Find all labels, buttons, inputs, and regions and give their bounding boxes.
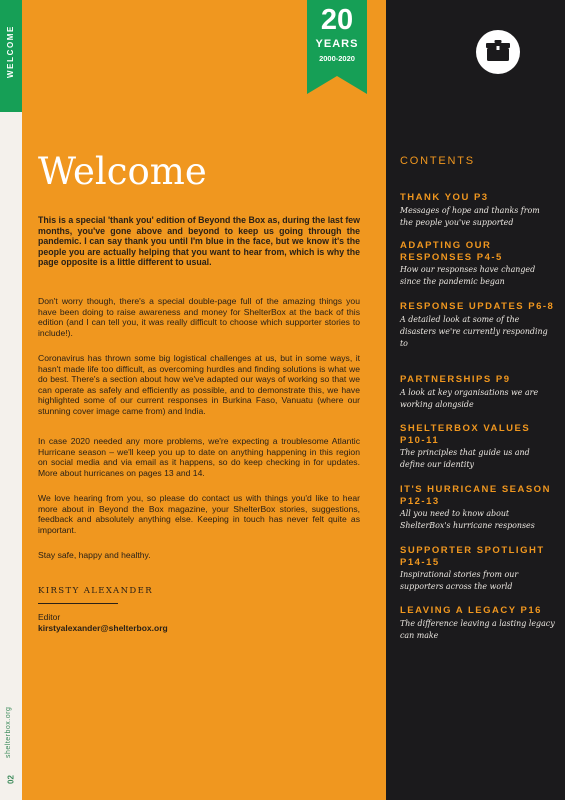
- anniversary-badge: [307, 0, 367, 94]
- contents-item-desc: Messages of hope and thanks from the people you've supported: [400, 205, 540, 227]
- body-paragraph: Don't worry though, there's a special double-page full of the amazing things you have been doing to raise awareness and money for ShelterBox at the back of this edition (and I can tell you, it was really difficult to choose which supporter stories to include!).: [38, 296, 360, 338]
- contents-item[interactable]: [400, 301, 555, 350]
- contents-item-title: SUPPORTER SPOTLIGHT P14-15: [400, 545, 545, 568]
- side-strip: [0, 0, 22, 800]
- signature-name: KIRSTY ALEXANDER: [38, 586, 154, 596]
- email-link[interactable]: kirstyalexander@shelterbox.org: [38, 623, 168, 633]
- contents-item-title: LEAVING A LEGACY P16: [400, 605, 542, 616]
- contents-item[interactable]: [400, 605, 555, 642]
- contents-item-desc: All you need to know about ShelterBox's hurricane responses: [400, 509, 535, 530]
- contents-item-desc: The principles that guide us and define our identity: [400, 448, 530, 469]
- body-paragraph: Stay safe, happy and healthy.: [38, 550, 151, 560]
- contents-item-desc: The difference leaving a lasting legacy can make: [400, 618, 555, 640]
- body-paragraph: In case 2020 needed any more problems, we're expecting a troublesome Atlantic Hurricane season – we'll keep you up to date on anything happening in this region on social media and via email as it happens, so do keep checking in for updates. More about hurricanes on pages 13 and 14.: [38, 436, 360, 478]
- contents-heading: CONTENTS: [400, 155, 475, 167]
- page-number: 02: [6, 775, 16, 784]
- contents-item-title: RESPONSE UPDATES P6-8: [400, 301, 555, 312]
- contents-item[interactable]: [400, 374, 555, 411]
- contents-item[interactable]: [400, 484, 555, 532]
- contents-item-title: THANK YOU P3: [400, 192, 489, 203]
- site-url: shelterbox.org: [5, 706, 12, 758]
- contents-item-desc: Inspirational stories from our supporters across the world: [400, 570, 519, 591]
- contents-item[interactable]: [400, 240, 555, 288]
- contents-item[interactable]: [400, 545, 555, 593]
- contents-item[interactable]: [400, 192, 555, 229]
- contents-item-desc: How our responses have changed since the pandemic began: [400, 265, 536, 286]
- badge-dates: 2000-2020: [319, 54, 355, 63]
- badge-years: YEARS: [315, 38, 359, 50]
- contents-item-title: PARTNERSHIPS P9: [400, 374, 511, 385]
- contents-item-title: ADAPTING OUR RESPONSES P4-5: [400, 240, 503, 263]
- intro-paragraph: This is a special 'thank you' edition of Beyond the Box as, during the last few months, you've gone above and beyond to keep us going through the pandemic. I can say thank you until I'm blue in the face, but we know it's the people you are actually helping that you want to hear from, which is why the page opposite is a little different to usual.: [38, 215, 360, 267]
- page-title: Welcome: [38, 150, 207, 193]
- contents-item-title: SHELTERBOX VALUES P10-11: [400, 423, 531, 446]
- section-label: WELCOME: [6, 25, 15, 78]
- badge-number: 20: [320, 4, 354, 36]
- signature-role: Editor: [38, 612, 61, 622]
- signature-divider: [38, 603, 118, 604]
- contents-item-desc: A look at key organisations we are working alongside: [400, 387, 539, 409]
- contents-item[interactable]: [400, 423, 555, 471]
- contents-item-desc: A detailed look at some of the disasters we're currently responding to: [400, 314, 548, 348]
- body-paragraph: We love hearing from you, so please do contact us with things you'd like to hear more about in Beyond the Box magazine, your ShelterBox stories, suggestions, feedback and absolutely anything else. Keeping in touch has never felt quite as important.: [38, 493, 360, 535]
- shelterbox-box-icon: [476, 30, 520, 74]
- contents-item-title: IT'S HURRICANE SEASON P12-13: [400, 484, 551, 507]
- body-paragraph: Coronavirus has thrown some big logistical challenges at us, but in some ways, it hasn't made life too difficult, as overcoming hurdles and finding solutions is what we do best. There's a section about how we've adapted our ways of working so that we can operate as safely and efficiently as possible, and to demonstrate this, we have highlighted some of our current responses in Burkina Faso, Vanuatu (where our stunning cover image came from) and India.: [38, 353, 360, 416]
